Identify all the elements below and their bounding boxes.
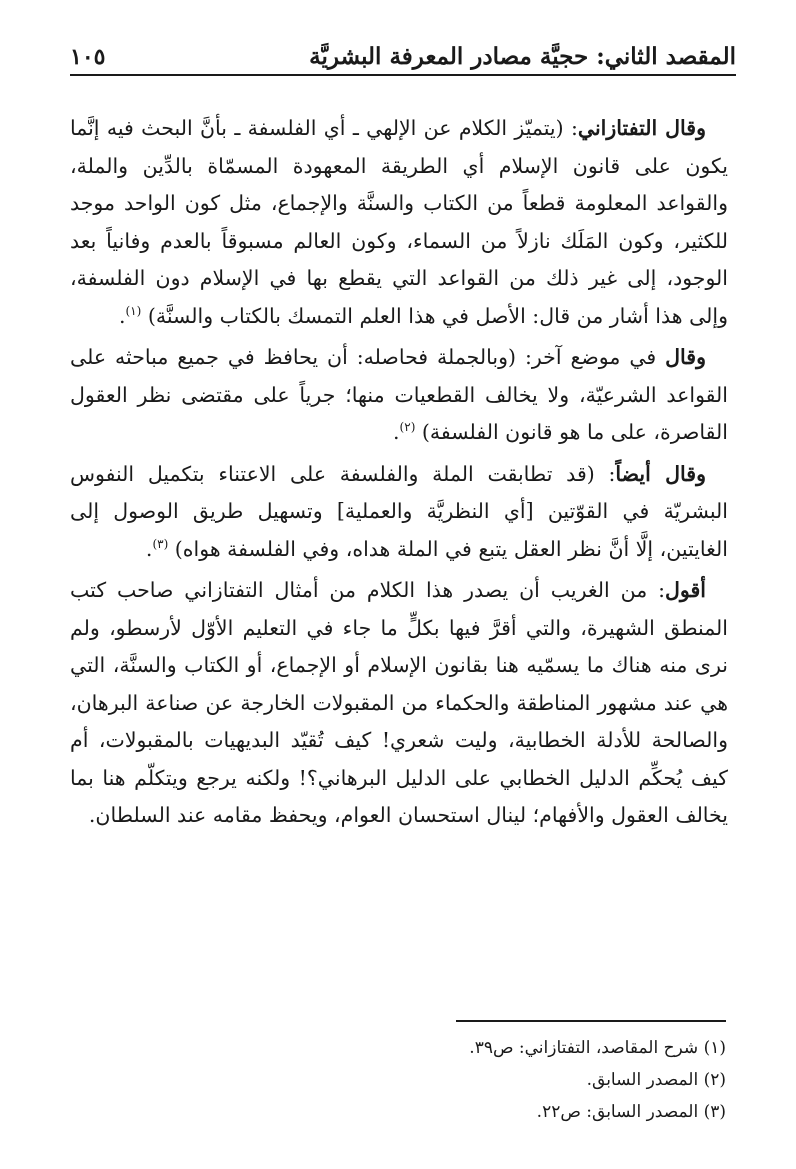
paragraph: وقال في موضع آخر: (وبالجملة فحاصله: أن يحافظ في جميع مباحثه على القواعد الشرعيّة، ولا يخالف القطعيات منها؛ جرياً على مقتضى نظر العقول القاصرة، على ما هو قانون الفلسفة) $^{(٢)}$. [70,345,728,444]
running-header [70,30,736,76]
paragraph-lead: وقال أيضاً [615,461,707,486]
paragraph [70,572,728,835]
footnote-item: (٢) المصدر السابق. [586,1070,726,1090]
footnote-ref[interactable]: (٢) [399,420,416,435]
main-text [70,110,728,839]
footnotes [70,1032,726,1128]
footnote-item: (٣) المصدر السابق: ص٢٢. [536,1102,726,1122]
paragraph-text: : من الغريب أن يصدر هذا الكلام من أمثال التفتازاني صاحب كتب المنطق الشهيرة، والتي أقرَّ فيها بكلٍّ ما جاء في التعليم الأوّل لأرسطو، ولم نرى منه هناك ما يسمّيه هنا بقانون الإسلام أو الإجماع، أو الكتاب والسنَّة، التي هي عند مشهور المناطقة والحكماء من المقبولات الخارجة عن صناعة البرهان، والصالحة للأدلة الخطابية، وليت شعري! كيف تُقيّد البديهيات بالمقبولات، أم كيف يُحكِّم الدليل الخطابي على الدليل البرهاني؟! ولكنه يرجع ويتكلّم هنا بما يخالف العقول والأفهام؛ لينال استحسان العوام، ويحفظ مقامه عند السلطان. [70,578,728,827]
footnote-divider [456,1020,726,1022]
footnote-ref[interactable]: (١) [125,303,142,318]
paragraph-text: : (يتميّز الكلام عن الإلهي ـ أي الفلسفة ـ بأنَّ البحث فيه إنَّما يكون على قانون الإسلام أي الطريقة المعهودة المسمّاة بالدِّين والملة، والقواعد المعلومة قطعاً من الكتاب والسنَّة والإجماع، مثل كون الواحد موجد للكثير، وكون المَلَك نازلاً من السماء، وكون العالم مسبوقاً بالعدم وفانياً بعد الوجود، إلى غير ذلك من القواعد التي يقطع بها في الإسلام دون الفلسفة، وإلى هذا أشار من قال: الأصل في هذا العلم التمسك بالكتاب والسنَّة) [70,116,728,328]
paragraph-text: في موضع آخر: (وبالجملة فحاصله: أن يحافظ في جميع مباحثه على القواعد الشرعيّة، ولا يخالف القطعيات منها؛ جرياً على مقتضى نظر العقول القاصرة، على ما هو قانون الفلسفة) [70,345,728,444]
footnote-ref[interactable]: (٣) [152,536,169,551]
paragraph-lead: وقال التفتازاني [577,116,706,140]
chapter-title: المقصد الثاني: حجيَّة مصادر المعرفة البشريَّة [309,43,736,70]
paragraph: وقال التفتازاني: (يتميّز الكلام عن الإلهي ـ أي الفلسفة ـ بأنَّ البحث فيه إنَّما يكون على قانون الإسلام أي الطريقة المعهودة المسمّاة بالدِّين والملة، والقواعد المعلومة قطعاً من الكتاب والسنَّة والإجماع، مثل كون الواحد موجد للكثير، وكون المَلَك نازلاً من السماء، وكون العالم مسبوقاً بالعدم وفانياً بعد الوجود، إلى غير ذلك من القواعد التي يقطع بها في الإسلام دون الفلسفة، وإلى هذا أشار من قال: الأصل في هذا العلم التمسك بالكتاب والسنَّة) $^{(١)}$. [70,116,728,328]
page-number: ١٠٥ [70,44,106,70]
paragraph-lead: وقال [665,345,706,369]
paragraph: وقال أيضاً: (قد تطابقت الملة والفلسفة على الاعتناء بتكميل النفوس البشريّة في القوّتين [أي النظريَّة والعملية] وتسهيل طريق الوصول إلى الغايتين، إلَّا أنَّ نظر العقل يتبع في الملة هداه، وفي الفلسفة هواه) $^{(٣)}$. [70,461,728,561]
paragraph-text: : (قد تطابقت الملة والفلسفة على الاعتناء بتكميل النفوس البشريّة في القوّتين [أي النظريَّة والعملية] وتسهيل طريق الوصول إلى الغايتين، إلَّا أنَّ نظر العقل يتبع في الملة هداه، وفي الفلسفة هواه) [70,461,728,561]
footnote-item: (١) شرح المقاصد، التفتازاني: ص٣٩. [469,1038,726,1058]
paragraph-lead: أقول [665,578,706,602]
